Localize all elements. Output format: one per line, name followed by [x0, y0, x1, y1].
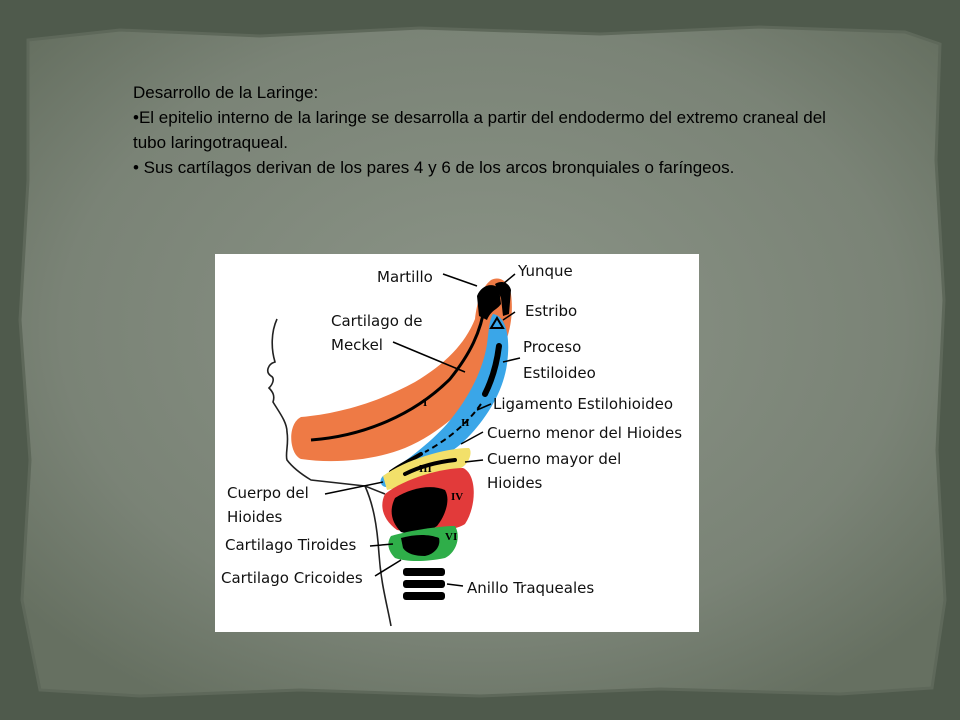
- tracheal-ring: [403, 568, 445, 576]
- tracheal-ring: [403, 580, 445, 588]
- label-anillo: Anillo Traqueales: [467, 579, 595, 597]
- slide-heading: Desarrollo de la Laringe:: [133, 83, 319, 102]
- slide-text: [133, 80, 833, 180]
- label-cuerno-mayor-line2: Hioides: [487, 474, 543, 492]
- arch-numeral: II: [461, 417, 470, 429]
- label-cuerno-menor: Cuerno menor del Hioides: [487, 424, 683, 442]
- tracheal-rings: [403, 568, 445, 600]
- bullet-cartilages: • Sus cartílagos derivan de los pares 4 y 6 de los arcos bronquiales o faríngeos.: [133, 158, 735, 177]
- label-meckel-line2: Meckel: [331, 336, 383, 354]
- label-cuerno-mayor-line1: Cuerno mayor del: [487, 450, 622, 468]
- bullet-epithelium: •El epitelio interno de la laringe se desarrolla a partir del endodermo del extremo craneal del tubo laringotraqueal.: [133, 108, 826, 152]
- leader-line: [447, 584, 463, 586]
- leader-line: [443, 274, 477, 286]
- label-estribo: Estribo: [525, 302, 578, 320]
- larynx-development-diagram: [215, 254, 699, 632]
- arch-numeral: VI: [445, 531, 458, 543]
- label-meckel-line1: Cartilago de: [331, 312, 423, 330]
- label-martillo: Martillo: [377, 268, 433, 286]
- leader-line: [325, 482, 383, 494]
- label-cricoides: Cartilago Cricoides: [221, 569, 363, 587]
- label-proceso-line1: Proceso: [523, 338, 582, 356]
- label-cuerpo-line1: Cuerpo del: [227, 484, 309, 502]
- label-yunque: Yunque: [518, 262, 573, 280]
- leader-line: [503, 274, 515, 284]
- leader-line: [375, 560, 401, 576]
- arch-numeral: III: [419, 463, 432, 475]
- arch-numeral: I: [423, 397, 428, 409]
- tracheal-ring: [403, 592, 445, 600]
- label-ligamento: Ligamento Estilohioideo: [493, 395, 674, 413]
- label-proceso-line2: Estiloideo: [523, 364, 596, 382]
- label-cuerpo-line2: Hioides: [227, 508, 283, 526]
- arch-numeral: IV: [451, 491, 464, 503]
- label-tiroides: Cartilago Tiroides: [225, 536, 357, 554]
